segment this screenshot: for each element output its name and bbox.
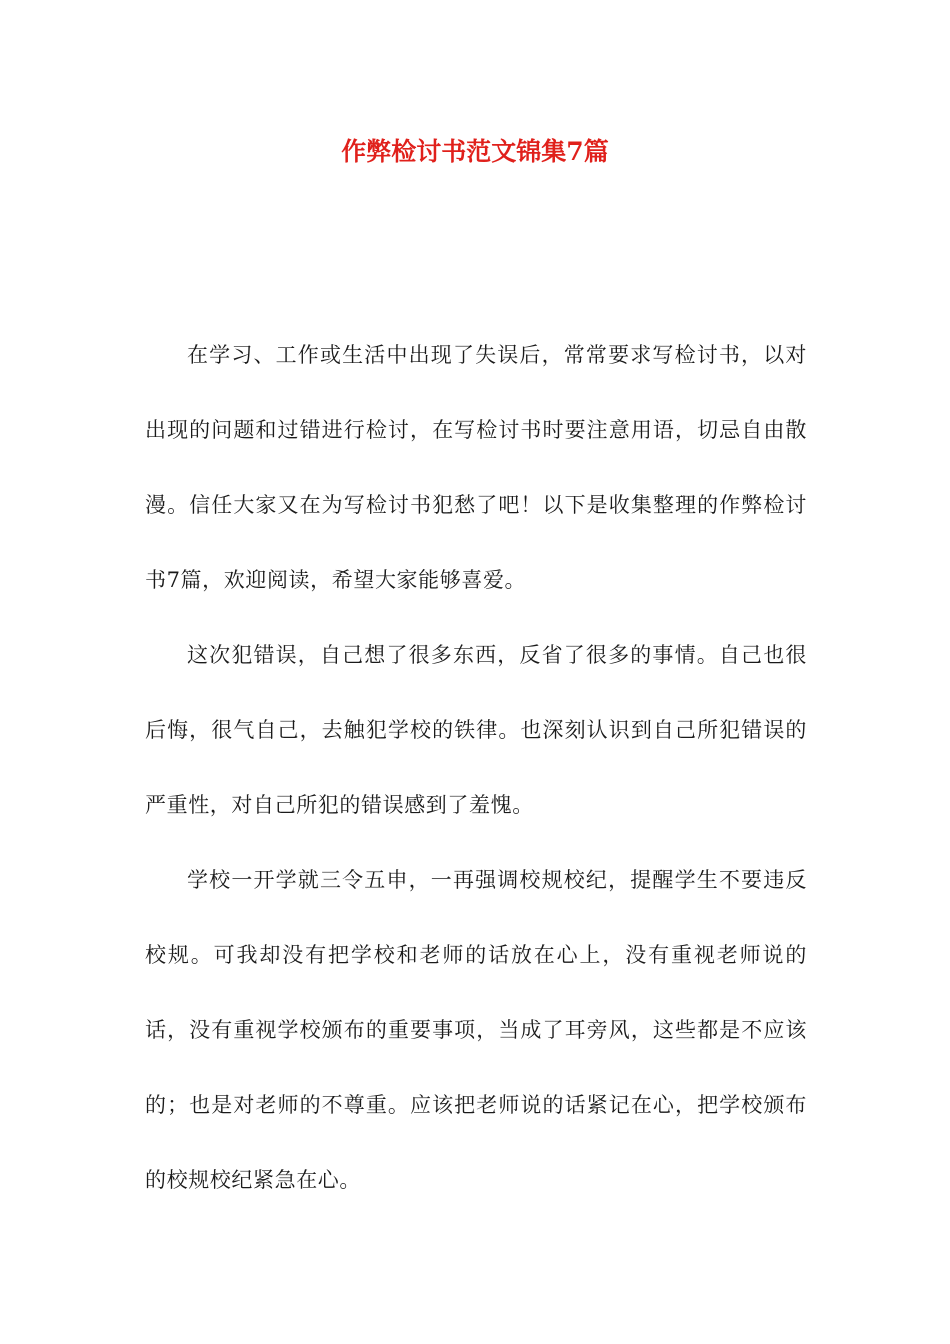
- paragraph-3: 学校一开学就三令五申，一再强调校规校纪，提醒学生不要违反校规。可我却没有把学校和老师的话放在心上，没有重视老师说的话，没有重视学校颁布的重要事项，当成了耳旁风，这些都是不应该的；也是对老师的不尊重。应该把老师说的话紧记在心，把学校颁布的校规校纪紧急在心。: [145, 868, 807, 1192]
- document-title: 作弊检讨书范文锦集7篇: [341, 137, 609, 166]
- paragraph-1: 在学习、工作或生活中出现了失误后，常常要求写检讨书，以对出现的问题和过错进行检讨，在写检讨书时要注意用语，切忌自由散漫。信任大家又在为写检讨书犯愁了吧！以下是收集整理的作弊检讨书7篇，欢迎阅读，希望大家能够喜爱。: [145, 343, 807, 592]
- paragraph-2: 这次犯错误，自己想了很多东西，反省了很多的事情。自己也很后悔，很气自己，去触犯学校的铁律。也深刻认识到自己所犯错误的严重性，对自己所犯的错误感到了羞愧。: [145, 643, 807, 817]
- document-body: [145, 318, 807, 1218]
